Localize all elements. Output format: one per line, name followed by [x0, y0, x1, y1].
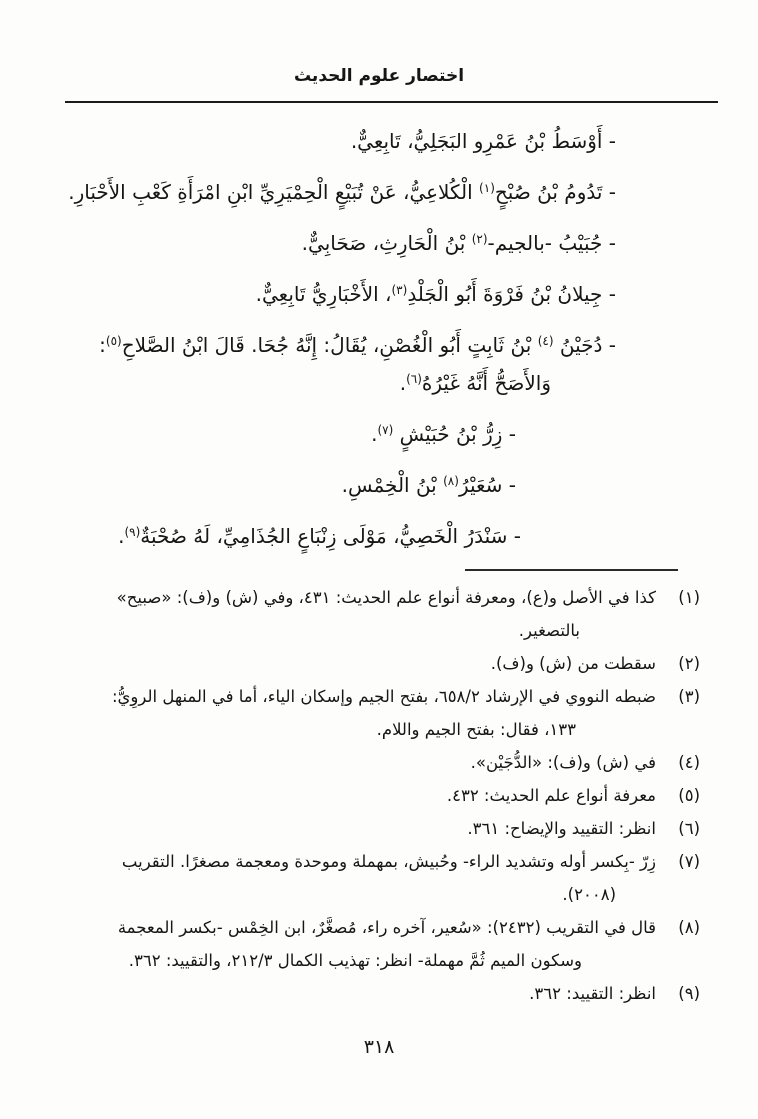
entry-text: - جِيلانُ بْنُ فَرْوَةَ أَبُو الْجَلْدِ	[407, 282, 616, 306]
footnote-lines	[40, 911, 656, 977]
footnote-line: قال في التقريب (٢٤٣٢): «سُعير، آخره راء، مُصغَّرٌ، ابن الخِمْس -بكسر المعجمة	[117, 918, 656, 937]
entry-text: .	[399, 371, 407, 395]
entry-text: بْنُ ثَابِتٍ أَبُو الْغُصْنِ، يُقَالُ: إِنَّهُ جُحَا. قَالَ ابْنُ الصَّلاحِ	[121, 333, 538, 357]
footnote-number: (٤)	[678, 753, 700, 772]
footnote-line: وسكون الميم ثُمَّ مهملة- انظر: تهذيب الكمال ٢١٢/٣، والتقييد: ٣٦٢.	[128, 951, 582, 970]
footnote-item	[40, 977, 700, 1010]
footnote-marker: (٩)	[124, 525, 141, 539]
narrator-entries-list	[0, 103, 758, 555]
footnote-marker: (٢)	[471, 232, 488, 246]
footnote-item	[40, 647, 700, 680]
footnote-lines	[40, 746, 656, 779]
footnote-number: (١)	[678, 588, 700, 607]
entry-text: - دُجَيْنُ	[553, 333, 616, 357]
footnote-item	[40, 746, 700, 779]
footnotes-section	[0, 579, 758, 1010]
entry-text: .	[118, 524, 125, 548]
footnote-line: بالتصغير.	[518, 621, 580, 640]
entry-line	[30, 466, 616, 504]
entry-line	[30, 326, 616, 364]
entry-text: :	[99, 333, 106, 357]
footnote-item	[40, 812, 700, 845]
entry-line	[30, 275, 616, 313]
footnote-line: في (ش) و(ف): «الدُّجَيْن».	[470, 753, 656, 772]
footnote-line: معرفة أنواع علم الحديث: ٤٣٢.	[446, 786, 656, 805]
page-title: اختصار علوم الحديث	[293, 66, 465, 86]
footnote-number: (٨)	[678, 918, 700, 937]
footnote-marker: (٣)	[391, 283, 408, 297]
footnote-item	[40, 911, 700, 977]
footnote-number: (٦)	[678, 819, 700, 838]
footnote-marker: (٨)	[443, 474, 459, 488]
footnote-line: كذا في الأصل و(ع)، ومعرفة أنواع علم الحديث: ٤٣١، وفي (ش) و(ف): «صبيح»	[116, 588, 656, 607]
footnote-marker: (٧)	[377, 423, 394, 437]
entry-text: - جُبَيْبُ -بالجيم-	[487, 231, 616, 255]
footnote-number: (٥)	[678, 786, 700, 805]
entry-line	[30, 173, 616, 211]
footnote-lines	[40, 812, 656, 845]
footnote-lines	[40, 680, 656, 746]
entry-line	[30, 122, 616, 160]
footnote-line: انظر: التقييد: ٣٦٢.	[529, 984, 656, 1003]
footnote-number: (٩)	[678, 984, 700, 1003]
footnote-number: (٢)	[678, 654, 700, 673]
footnote-item	[40, 845, 700, 911]
footnote-lines	[40, 647, 656, 680]
footnote-lines	[40, 977, 656, 1010]
entry-text: - تَدُومُ بْنُ صُبْحٍ	[494, 180, 616, 204]
footnote-item	[40, 581, 700, 647]
footnote-line: ضبطه النووي في الإرشاد ٦٥٨/٢، بفتح الجيم وإسكان الياء، أما في المنهل الروِيُّ:	[111, 687, 656, 706]
footnote-number: (٣)	[678, 687, 700, 706]
footnote-line: انظر: التقييد والإيضاح: ٣٦١.	[467, 819, 656, 838]
page-number: ٣١٨	[363, 1036, 395, 1058]
entry-text: بْنُ الْخِمْسِ.	[341, 473, 444, 497]
footnote-lines	[40, 845, 656, 911]
footnote-marker: (١)	[479, 181, 495, 195]
entry-text: .	[371, 422, 378, 446]
entry-text: - أَوْسَطُ بْنُ عَمْرِو البَجَلِيُّ، تَابِعِيٌّ.	[350, 129, 616, 153]
footnote-line: زِرّ -بِكسر أوله وتشديد الراء- وحُبيش، بمهملة وموحدة ومعجمة مصغرًا. التقريب	[121, 852, 656, 871]
entry-line	[30, 224, 616, 262]
entry-text: الْكُلاعِيُّ، عَنْ تُبَيْعٍ الْحِمْيَرِيِّ ابْنِ امْرَأَةِ كَعْبِ الأَحْبَارِ.	[68, 180, 480, 204]
footnote-line: ١٣٣، فقال: بفتح الجيم واللام.	[376, 720, 576, 739]
footnote-number: (٧)	[678, 852, 700, 871]
entry-text: - سُعَيْرُ	[458, 473, 516, 497]
footnote-lines	[40, 581, 656, 647]
footnote-line: سقطت من (ش) و(ف).	[490, 654, 656, 673]
footnote-lines	[40, 779, 656, 812]
footnote-item	[40, 680, 700, 746]
entry-text: وَالأَصَحُّ أَنَّهُ غَيْرُهُ	[421, 371, 551, 395]
entry-line	[30, 364, 616, 402]
entry-text: ، الأَخْبَارِيُّ تَابِعِيٌّ.	[255, 282, 392, 306]
entry-text: - سَنْدَرُ الْخَصِيُّ، مَوْلَى زِنْبَاعٍ الجُذَامِيِّ، لَهُ صُحْبَةٌ	[140, 524, 521, 548]
entry-line	[30, 517, 616, 555]
entry-line	[30, 415, 616, 453]
footnote-line: (٢٠٠٨).	[562, 885, 616, 904]
footnote-marker: (٥)	[105, 334, 122, 348]
entry-text: - زِرُّ بْنُ حُبَيْشٍ	[393, 422, 516, 446]
footnote-item	[40, 779, 700, 812]
footnote-marker: (٦)	[406, 372, 422, 386]
entry-text: بْنُ الْحَارِثِ، صَحَابِيٌّ.	[301, 231, 472, 255]
footnote-separator	[465, 569, 678, 571]
footnote-marker: (٤)	[537, 334, 554, 348]
